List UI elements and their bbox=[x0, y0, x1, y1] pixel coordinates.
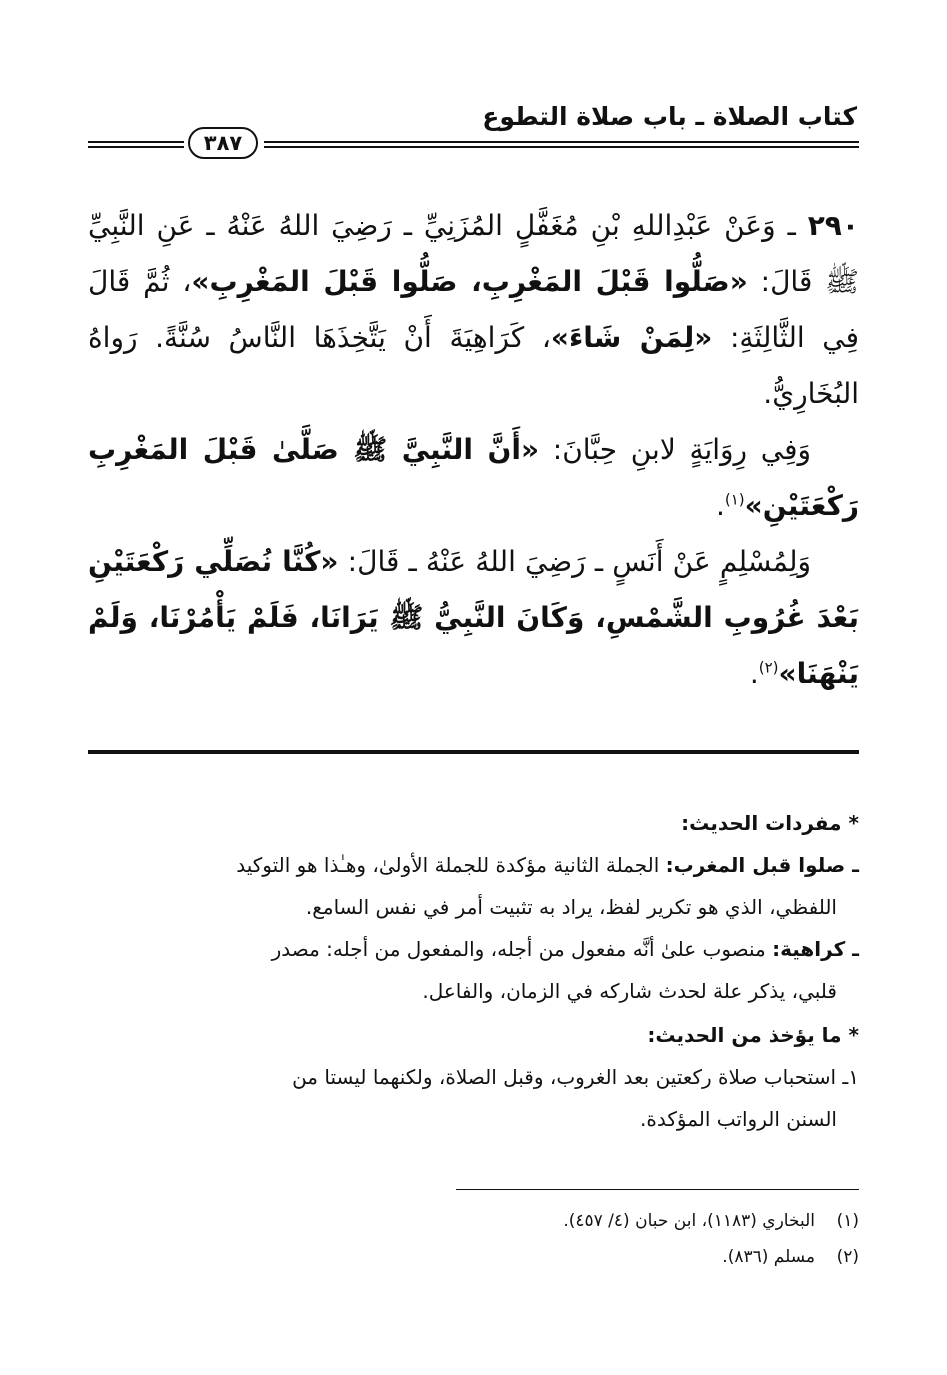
hadith-body bbox=[88, 198, 859, 702]
lessons-heading: * ما يؤخذ من الحديث: bbox=[647, 1023, 859, 1047]
hadith-p1-text-c: ، كَرَاهِيَةَ أَنْ يَتَّخِذَهَا النَّاسُ سُنَّةً. رَواهُ البُخَارِيُّ. bbox=[88, 321, 859, 410]
footnote-1-text: البخاري (١١٨٣)، ابن حبان (٤/ ٤٥٧). bbox=[563, 1211, 815, 1231]
footnote-1 bbox=[88, 1203, 859, 1239]
vocab-term-2: ـ كراهية: bbox=[772, 937, 859, 961]
hadith-p1-text-b: ، ثُمَّ قَالَ فِي الثَّالِثَةِ: bbox=[88, 265, 859, 354]
hadith-p3-end: . bbox=[749, 657, 759, 690]
commentary bbox=[88, 800, 859, 1140]
page-header bbox=[88, 100, 859, 160]
vocab-item-1-cont: اللفظي، الذي هو تكرير لفظ، يراد به تثبيت أمر في نفس السامع. bbox=[305, 895, 837, 919]
hadith-p3-text: وَلِمُسْلِمٍ عَنْ أَنَسٍ ـ رَضِيَ اللهُ عَنْهُ ـ قَالَ: bbox=[338, 545, 812, 578]
vocab-text-1: الجملة الثانية مؤكدة للجملة الأولىٰ، وهـٰذا هو التوكيد bbox=[236, 853, 666, 877]
lesson-item-1: ١ـ استحباب صلاة ركعتين بعد الغروب، وقبل الصلاة، ولكنهما ليستا من bbox=[292, 1065, 859, 1089]
footnote-2-number: (٢) bbox=[836, 1247, 859, 1267]
hadith-p3-quote: «كُنَّا نُصَلِّي رَكْعَتَيْنِ بَعْدَ غُرُوبِ الشَّمْسِ، وَكَانَ النَّبِيُّ ﷺ يَرَانَا، فَلَمْ يَأْمُرْنَا، وَلَمْ يَنْهَنَا» bbox=[88, 545, 859, 690]
footnote-2 bbox=[88, 1239, 859, 1275]
hadith-p1-quote: «صَلُّوا قَبْلَ المَغْرِبِ، صَلُّوا قَبْلَ المَغْرِبِ» bbox=[191, 265, 748, 298]
hadith-p1-text-a: ـ وَعَنْ عَبْدِاللهِ بْنِ مُغَفَّلٍ المُزَنِيِّ ـ رَضِيَ اللهُ عَنْهُ ـ عَنِ النَّبِيِّ ﷺ قَالَ: bbox=[88, 209, 859, 298]
hadith-paragraph-3 bbox=[88, 534, 859, 702]
running-title: كتاب الصلاة ـ باب صلاة التطوع bbox=[482, 102, 857, 131]
footnote-rule bbox=[456, 1189, 859, 1190]
footnote-2-text: مسلم (٨٣٦). bbox=[722, 1247, 815, 1267]
vocab-term-1: ـ صلوا قبل المغرب: bbox=[665, 853, 859, 877]
hadith-paragraph-1 bbox=[88, 198, 859, 422]
hadith-p1-quote-2: «لِمَنْ شَاءَ» bbox=[550, 321, 713, 354]
footnote-ref-1: (١) bbox=[724, 490, 745, 509]
hadith-p2-end: . bbox=[715, 489, 725, 522]
header-rule-left bbox=[88, 141, 184, 148]
hadith-p2-quote: «أَنَّ النَّبِيَّ ﷺ صَلَّىٰ قَبْلَ المَغْرِبِ رَكْعَتَيْنِ» bbox=[88, 433, 859, 522]
footnote-1-number: (١) bbox=[836, 1211, 859, 1231]
vocab-text-2: منصوب علىٰ أنَّه مفعول من أجله، والمفعول من أجله: مصدر bbox=[271, 937, 773, 961]
vocab-item-2 bbox=[88, 928, 859, 970]
footnote-ref-2: (٢) bbox=[758, 658, 779, 677]
page-number: ٣٨٧ bbox=[188, 127, 258, 159]
hadith-number: ٢٩٠ bbox=[807, 209, 859, 242]
lesson-item-1-cont: السنن الرواتب المؤكدة. bbox=[640, 1107, 837, 1131]
vocab-item-2-cont: قلبي، يذكر علة لحدث شاركه في الزمان، والفاعل. bbox=[422, 979, 837, 1003]
hadith-p2-text: وَفِي رِوَايَةٍ لابنِ حِبَّانَ: bbox=[539, 433, 811, 466]
vocab-item-1 bbox=[88, 844, 859, 886]
vocab-heading: * مفردات الحديث: bbox=[681, 811, 859, 835]
header-rule-right bbox=[264, 141, 859, 148]
section-separator bbox=[88, 750, 859, 754]
hadith-paragraph-2 bbox=[88, 422, 859, 534]
footnotes bbox=[88, 1203, 859, 1275]
